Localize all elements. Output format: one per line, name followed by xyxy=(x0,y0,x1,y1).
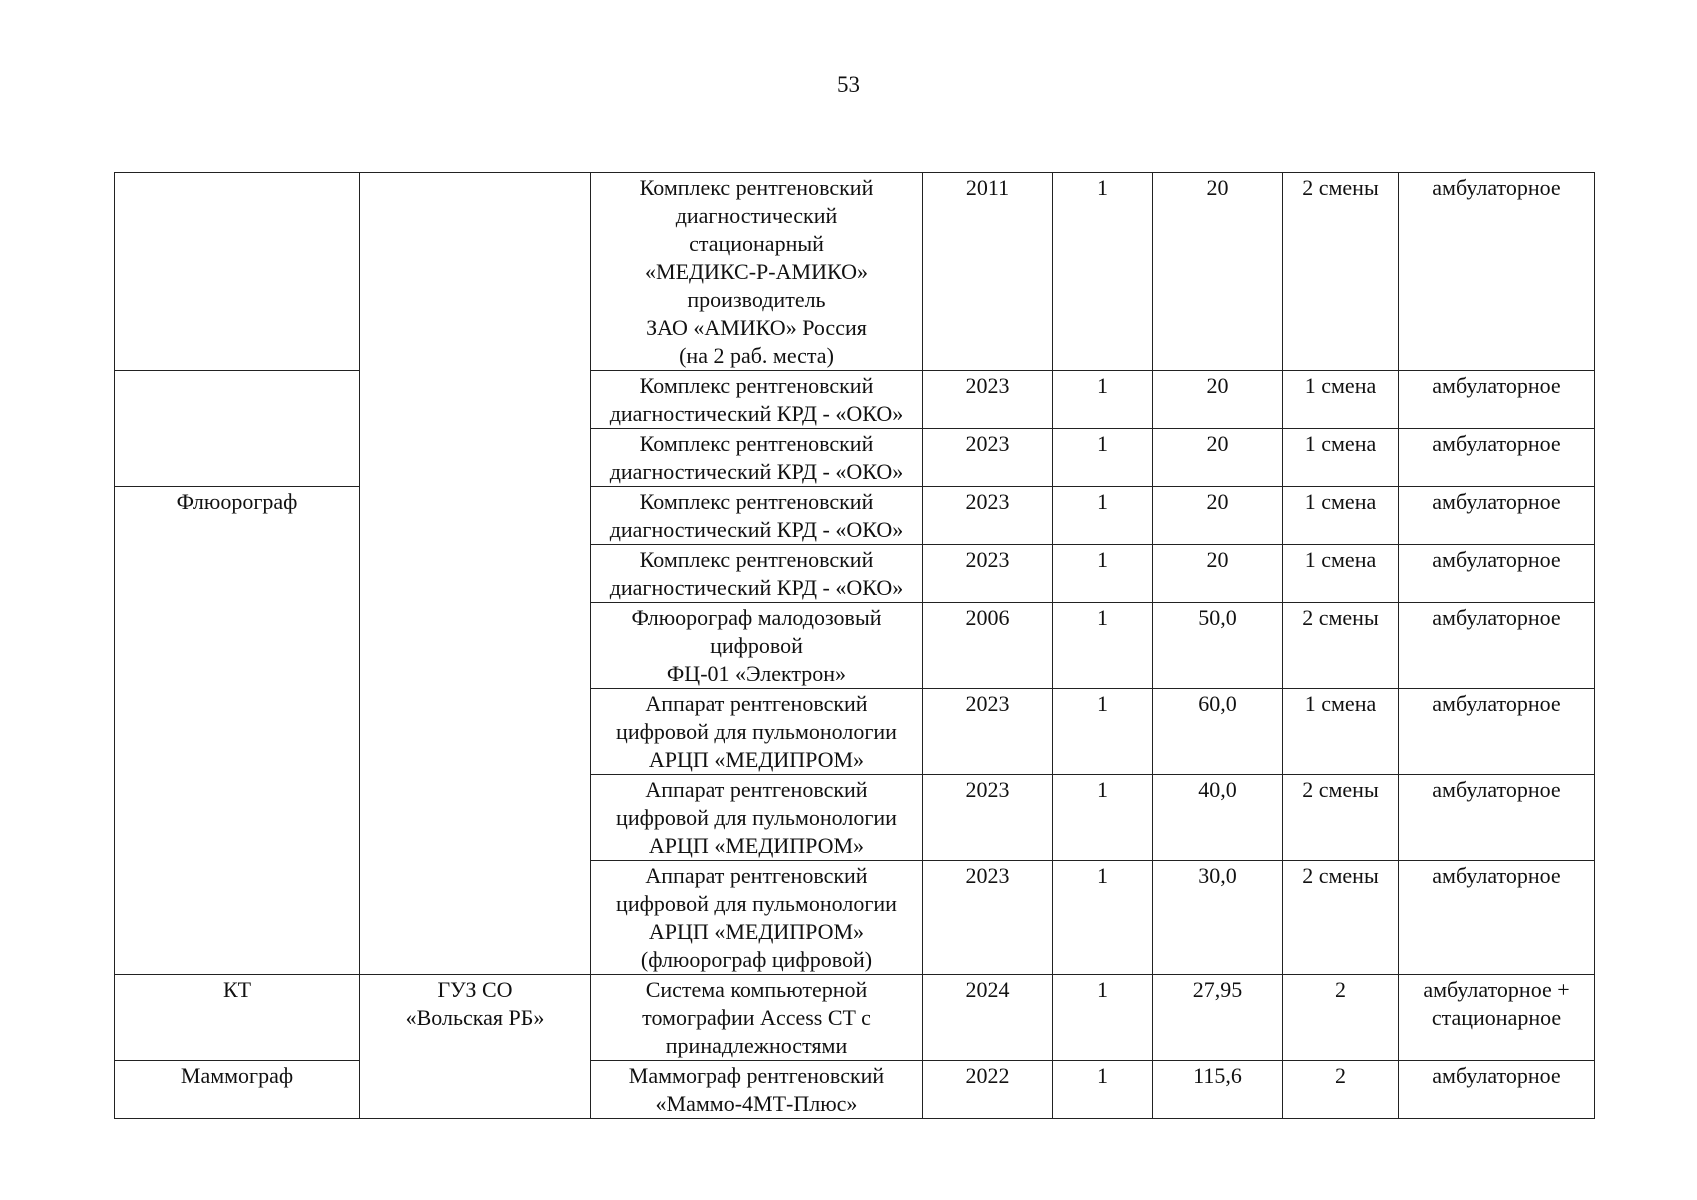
value-cell: 40,0 xyxy=(1153,775,1283,861)
equipment-name: Комплекс рентгеновский диагностический стационарный «МЕДИКС-Р-АМИКО» производитель ЗАО «АМИКО» Россия (на 2 раб. места) xyxy=(591,173,923,371)
quantity-cell: 1 xyxy=(1053,1061,1153,1119)
quantity-cell: 1 xyxy=(1053,487,1153,545)
table-row xyxy=(115,1061,1595,1119)
year-cell: 2023 xyxy=(923,487,1053,545)
mode-cell: амбулаторное xyxy=(1399,429,1595,487)
value-cell: 20 xyxy=(1153,545,1283,603)
mode-cell: амбулаторное xyxy=(1399,371,1595,429)
year-cell: 2022 xyxy=(923,1061,1053,1119)
year-cell: 2006 xyxy=(923,603,1053,689)
quantity-cell: 1 xyxy=(1053,975,1153,1061)
table-row xyxy=(115,371,1595,429)
equipment-name: Аппарат рентгеновский цифровой для пульмонологии АРЦП «МЕДИПРОМ» (флюорограф цифровой) xyxy=(591,861,923,975)
mode-cell: амбулаторное xyxy=(1399,775,1595,861)
quantity-cell: 1 xyxy=(1053,545,1153,603)
value-cell: 50,0 xyxy=(1153,603,1283,689)
page-number: 53 xyxy=(837,72,860,97)
empty-type-cell xyxy=(115,371,360,487)
quantity-cell: 1 xyxy=(1053,371,1153,429)
equipment-name: Маммограф рентгеновский «Маммо-4МТ-Плюс» xyxy=(591,1061,923,1119)
type-fluorograph: Флюорограф xyxy=(115,487,360,975)
quantity-cell: 1 xyxy=(1053,689,1153,775)
shifts-cell: 2 смены xyxy=(1283,603,1399,689)
mode-cell: амбулаторное xyxy=(1399,545,1595,603)
mode-cell: амбулаторное xyxy=(1399,603,1595,689)
equipment-name: Комплекс рентгеновский диагностический КРД - «ОКО» xyxy=(591,429,923,487)
mode-cell: амбулаторное xyxy=(1399,689,1595,775)
type-ct: КТ xyxy=(115,975,360,1061)
quantity-cell: 1 xyxy=(1053,429,1153,487)
shifts-cell: 2 смены xyxy=(1283,775,1399,861)
value-cell: 60,0 xyxy=(1153,689,1283,775)
value-cell: 20 xyxy=(1153,371,1283,429)
year-cell: 2023 xyxy=(923,545,1053,603)
quantity-cell: 1 xyxy=(1053,775,1153,861)
shifts-cell: 1 смена xyxy=(1283,371,1399,429)
equipment-name: Комплекс рентгеновский диагностический КРД - «ОКО» xyxy=(591,371,923,429)
equipment-name: Аппарат рентгеновский цифровой для пульмонологии АРЦП «МЕДИПРОМ» xyxy=(591,775,923,861)
year-cell: 2023 xyxy=(923,689,1053,775)
value-cell: 20 xyxy=(1153,487,1283,545)
value-cell: 115,6 xyxy=(1153,1061,1283,1119)
quantity-cell: 1 xyxy=(1053,603,1153,689)
year-cell: 2023 xyxy=(923,861,1053,975)
equipment-name: Аппарат рентгеновский цифровой для пульмонологии АРЦП «МЕДИПРОМ» xyxy=(591,689,923,775)
table-row xyxy=(115,975,1595,1061)
mode-cell: амбулаторное xyxy=(1399,487,1595,545)
value-cell: 27,95 xyxy=(1153,975,1283,1061)
mode-cell: амбулаторное xyxy=(1399,173,1595,371)
shifts-cell: 1 смена xyxy=(1283,689,1399,775)
mode-cell: амбулаторное xyxy=(1399,1061,1595,1119)
value-cell: 30,0 xyxy=(1153,861,1283,975)
shifts-cell: 2 xyxy=(1283,1061,1399,1119)
mode-cell: амбулаторное xyxy=(1399,861,1595,975)
value-cell: 20 xyxy=(1153,429,1283,487)
year-cell: 2011 xyxy=(923,173,1053,371)
mode-cell: амбулаторное + стационарное xyxy=(1399,975,1595,1061)
equipment-table xyxy=(114,172,1595,1119)
shifts-cell: 1 смена xyxy=(1283,545,1399,603)
year-cell: 2024 xyxy=(923,975,1053,1061)
table-row xyxy=(115,173,1595,371)
year-cell: 2023 xyxy=(923,371,1053,429)
shifts-cell: 2 смены xyxy=(1283,173,1399,371)
year-cell: 2023 xyxy=(923,775,1053,861)
institution-cell: ГУЗ СО «Вольская РБ» xyxy=(360,975,591,1119)
year-cell: 2023 xyxy=(923,429,1053,487)
equipment-name: Комплекс рентгеновский диагностический КРД - «ОКО» xyxy=(591,545,923,603)
quantity-cell: 1 xyxy=(1053,861,1153,975)
table-row xyxy=(115,487,1595,545)
equipment-name: Комплекс рентгеновский диагностический КРД - «ОКО» xyxy=(591,487,923,545)
shifts-cell: 1 смена xyxy=(1283,487,1399,545)
equipment-name: Флюорограф малодозовый цифровой ФЦ-01 «Электрон» xyxy=(591,603,923,689)
shifts-cell: 2 смены xyxy=(1283,861,1399,975)
empty-type-cell xyxy=(115,173,360,371)
equipment-name: Система компьютерной томографии Access CT с принадлежностями xyxy=(591,975,923,1061)
shifts-cell: 2 xyxy=(1283,975,1399,1061)
shifts-cell: 1 смена xyxy=(1283,429,1399,487)
quantity-cell: 1 xyxy=(1053,173,1153,371)
type-mammograph: Маммограф xyxy=(115,1061,360,1119)
value-cell: 20 xyxy=(1153,173,1283,371)
institution-cell-empty xyxy=(360,173,591,975)
